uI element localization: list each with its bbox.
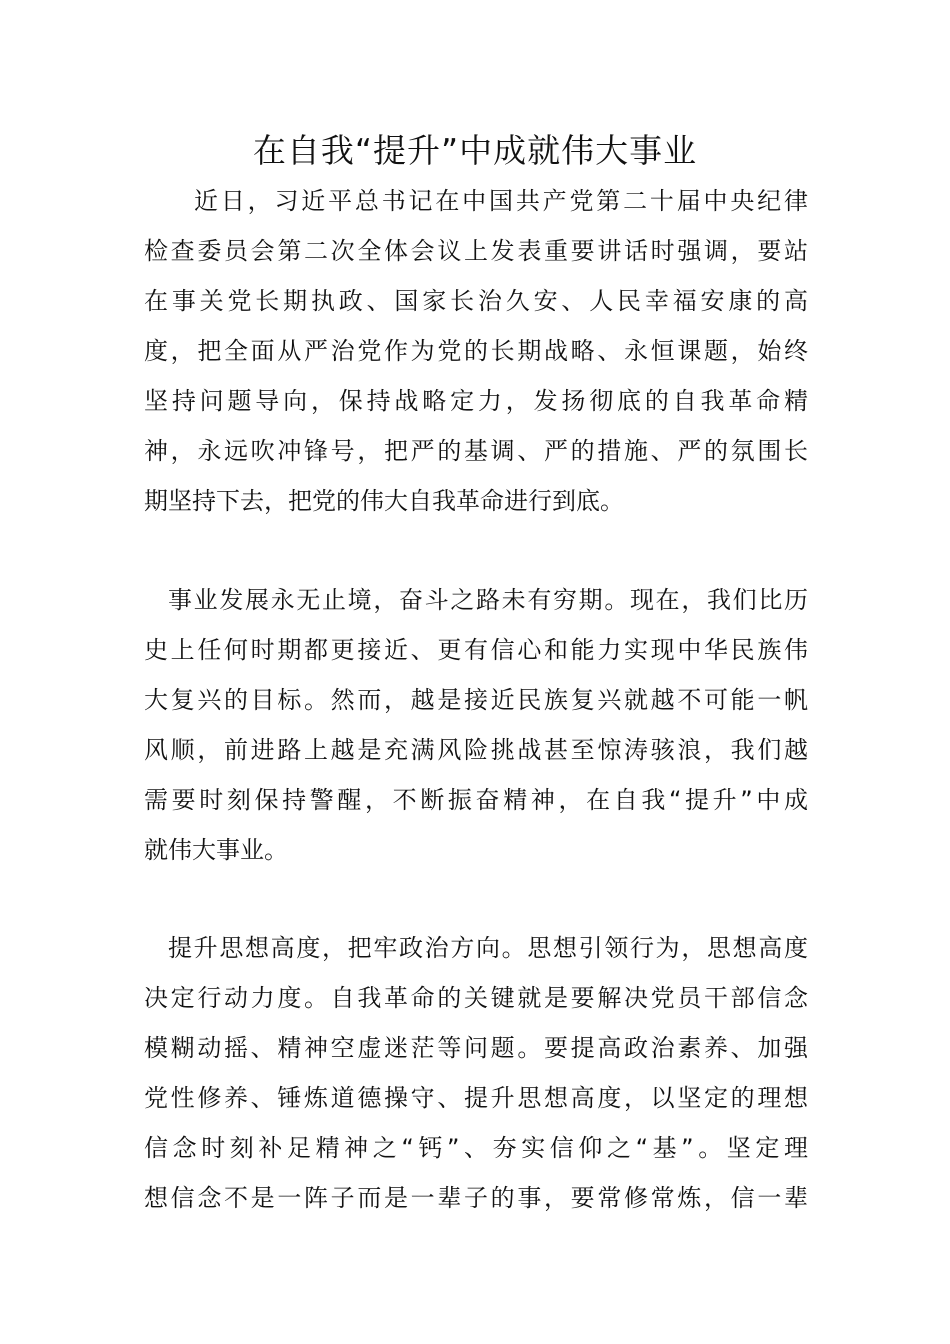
paragraph-line: 事业发展永无止境，奋斗之路未有穷期。现在，我们比历 <box>168 586 808 614</box>
paragraph-line: 大复兴的目标。然而，越是接近民族复兴就越不可能一帆 <box>144 686 808 714</box>
paragraph-line: 风顺，前进路上越是充满风险挑战甚至惊涛骇浪，我们越 <box>144 736 808 764</box>
paragraph-3 <box>144 923 808 1223</box>
paragraph-line: 想信念不是一阵子而是一辈子的事，要常修常炼，信一辈 <box>144 1184 808 1212</box>
paragraph-line: 坚持问题导向，保持战略定力，发扬彻底的自我革命精 <box>144 387 808 415</box>
paragraph-line: 就伟大事业。 <box>144 836 288 864</box>
paragraph-line: 提升思想高度，把牢政治方向。思想引领行为，思想高度 <box>168 934 808 962</box>
paragraph-line: 近日，习近平总书记在中国共产党第二十届中央纪律 <box>194 187 808 215</box>
paragraph-line: 史上任何时期都更接近、更有信心和能力实现中华民族伟 <box>144 636 808 664</box>
paragraph-1 <box>144 176 808 526</box>
paragraph-line: 期坚持下去，把党的伟大自我革命进行到底。 <box>144 487 624 515</box>
paragraph-line: 需要时刻保持警醒，不断振奋精神，在自我“提升”中成 <box>144 786 808 814</box>
paragraph-line: 神，永远吹冲锋号，把严的基调、严的措施、严的氛围长 <box>144 437 808 465</box>
paragraph-line: 党性修养、锤炼道德操守、提升思想高度，以坚定的理想 <box>144 1084 808 1112</box>
paragraph-line: 决定行动力度。自我革命的关键就是要解决党员干部信念 <box>144 984 808 1012</box>
paragraph-line: 模糊动摇、精神空虚迷茫等问题。要提高政治素养、加强 <box>144 1034 808 1062</box>
paragraph-line: 度，把全面从严治党作为党的长期战略、永恒课题，始终 <box>144 337 808 365</box>
paragraph-line: 信念时刻补足精神之“钙”、夯实信仰之“基”。坚定理 <box>144 1134 808 1162</box>
paragraph-line: 在事关党长期执政、国家长治久安、人民幸福安康的高 <box>144 287 808 315</box>
paragraph-line: 检查委员会第二次全体会议上发表重要讲话时强调，要站 <box>144 237 808 265</box>
document-title: 在自我“提升”中成就伟大事业 <box>252 131 698 170</box>
paragraph-2 <box>144 575 808 875</box>
